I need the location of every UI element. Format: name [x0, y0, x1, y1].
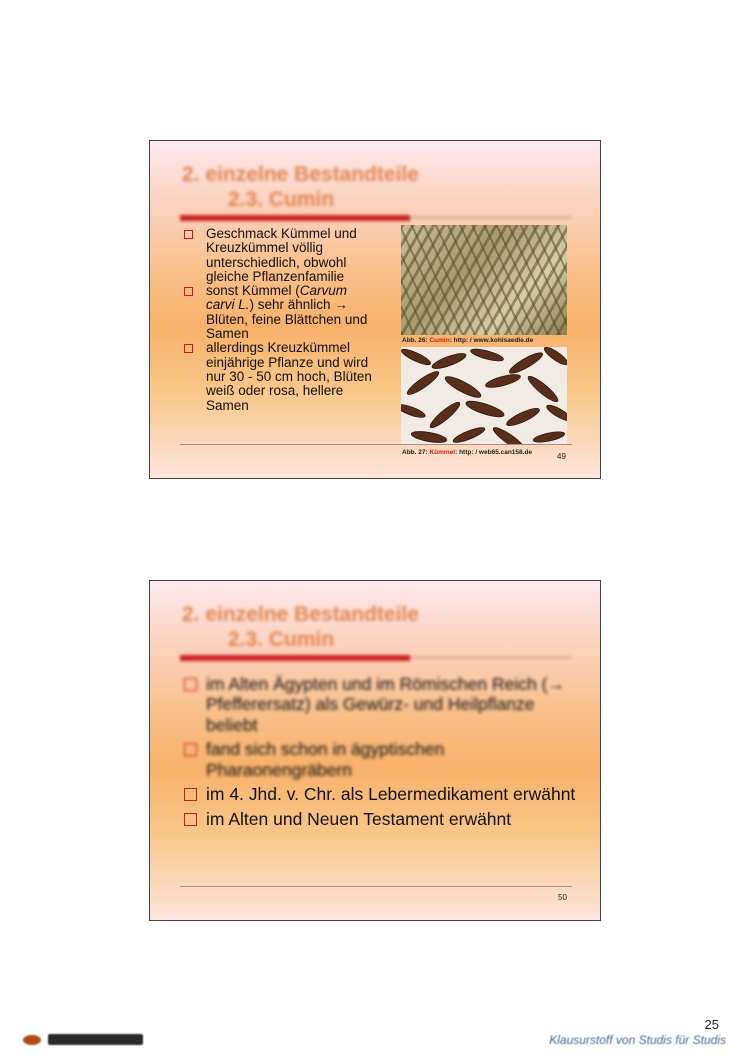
bullet-list [182, 227, 378, 413]
bullet-list [182, 674, 582, 834]
slide-footer-divider [180, 886, 572, 887]
bullet-text: im Alten und Neuen Testament erwähnt [206, 809, 512, 830]
publisher-logo [22, 1031, 147, 1047]
cumin-seeds-photo [401, 225, 567, 335]
footer-tagline: Klausurstoff von Studis für Studis [549, 1033, 726, 1047]
title-underline [410, 657, 572, 658]
bullet-text: im Alten Ägypten und im Römischen Reich (→ Pfefferersatz) als Gewürz- und Heilpflanze beliebt [206, 674, 565, 735]
title-underline-accent [180, 655, 410, 661]
image-caption: Abb. 27: Kümmel: http: / web65.can158.de [402, 449, 533, 456]
square-bullet-icon [184, 743, 197, 756]
slide-footer-divider [180, 444, 572, 445]
bullet-item [182, 674, 582, 735]
bullet-text-post: ) sehr ähnlich → Blüten, feine Blättchen und Samen [206, 297, 368, 342]
page-number: 25 [704, 1017, 719, 1032]
bullet-item [182, 739, 582, 780]
slide-number: 49 [557, 452, 566, 461]
square-bullet-icon [184, 287, 193, 296]
caraway-seeds-illustration [401, 347, 567, 445]
slide-49 [149, 140, 601, 479]
slide-subtitle: 2.3. Cumin [228, 188, 335, 211]
slide-number: 50 [558, 893, 567, 902]
slide-50 [149, 580, 601, 921]
bullet-item [182, 284, 378, 341]
bullet-text: Geschmack Kümmel und Kreuzkümmel völlig unterschiedlich, obwohl gleiche Pflanzenfamilie [206, 226, 357, 284]
bullet-item [182, 809, 582, 829]
square-bullet-icon [184, 788, 197, 801]
bullet-item [182, 341, 378, 412]
bullet-text-pre: sonst Kümmel ( [206, 283, 300, 299]
square-bullet-icon [184, 230, 193, 239]
bullet-text: fand sich schon in ägyptischen Pharaonengräbern [206, 739, 445, 780]
slide-subtitle: 2.3. Cumin [228, 628, 335, 651]
logo-graphic [22, 1031, 147, 1047]
bullet-text: im 4. Jhd. v. Chr. als Lebermedikament erwähnt [206, 784, 576, 805]
bullet-text-latin-name: Carvum carvi L. [206, 283, 348, 313]
bullet-item [182, 227, 378, 284]
title-underline-accent [180, 215, 410, 221]
caraway-seeds-photo [401, 347, 567, 445]
bullet-item [182, 784, 582, 804]
slide-title: 2. einzelne Bestandteile [182, 603, 419, 626]
square-bullet-icon [184, 344, 193, 353]
image-caption: Abb. 26: Cumin: http: / www.kohlsaedle.de [402, 337, 534, 344]
square-bullet-icon [184, 813, 197, 826]
bullet-text: allerdings Kreuzkümmel einjährige Pflanze und wird nur 30 - 50 cm hoch, Blüten weiß oder rosa, hellere Samen [206, 340, 372, 413]
title-underline [410, 217, 572, 218]
square-bullet-icon [184, 678, 197, 691]
slide-title: 2. einzelne Bestandteile [182, 163, 419, 186]
